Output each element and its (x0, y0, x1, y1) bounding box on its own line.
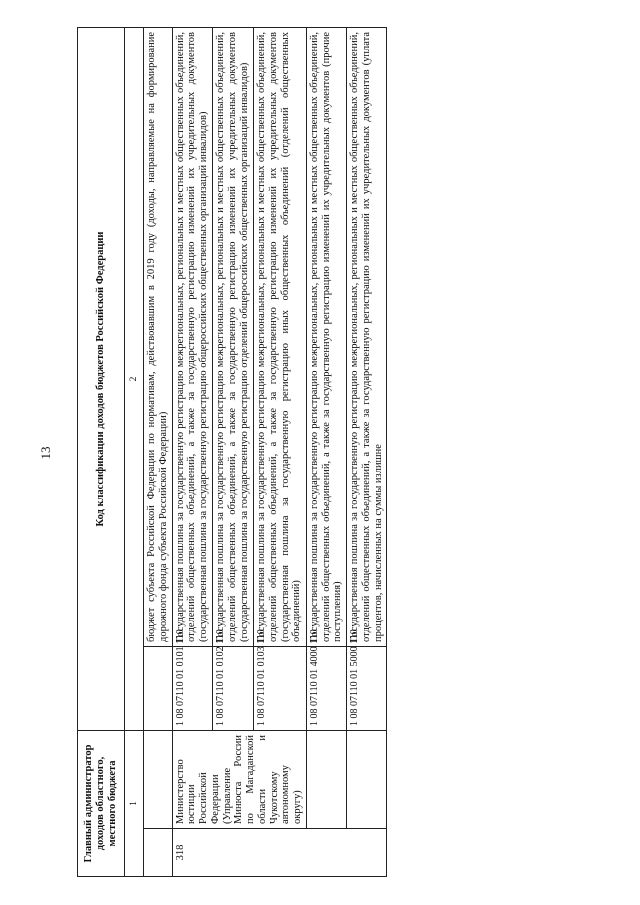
rotated-page (77, 27, 567, 877)
revenue-name-cell: Государственная пошлина за государственную регистрацию межрегиональных, региональных и местных общественных объединений, отделений общественных объединений, а также за государственную регистрацию изменений их учредительных документов (прочие поступления) (306, 28, 346, 647)
kbk-code-cell: 1 08 07110 01 5000 110 (347, 646, 387, 730)
table-row (347, 28, 387, 877)
table-header-row (78, 28, 125, 877)
revenue-name-cell: Государственная пошлина за государственную регистрацию межрегиональных, региональных и местных общественных объединений, отделений общественных объединений, а также за государственную регистрацию изменений их учредительных документов (государственная пошлина за государственную регистрацию иных общественных объединений (отделений общественных объединений) (254, 28, 307, 647)
revenue-name-cell: Государственная пошлина за государственную регистрацию межрегиональных, региональных и местных общественных объединений, отделений общественных объединений, а также за государственную регистрацию изменений их учредительных документов (государственная пошлина за государственную регистрацию общероссийских общественных организаций инвалидов) (172, 28, 213, 647)
revenue-name-cell: бюджет субъекта Российской Федерации по нормативам, действовавшим в 2019 году (доходы, направляемые на формирование дорожного фонда субъекта Российской Федерации) (144, 28, 173, 647)
revenue-name-cell: Государственная пошлина за государственную регистрацию межрегиональных, региональных и местных общественных объединений, отделений общественных объединений, а также за государственную регистрацию изменений их учредительных документов (уплата процентов, начисленных на суммы излишне (347, 28, 387, 647)
column-number-row (125, 28, 144, 877)
revenue-code-table (77, 27, 387, 877)
column-number-2: 2 (125, 28, 144, 731)
admin-code-cell: 318 (172, 829, 387, 877)
admin-code-cell (144, 829, 173, 877)
table-row (172, 28, 213, 877)
header-admin: Главный администратор доходов областного, местного бюджета (78, 730, 125, 876)
table-row (306, 28, 346, 877)
admin-name-cell: Министерство юстиции Российской Федерации (Управление Минюста России по Магаданской области и Чукотскому автономному округу) (172, 730, 306, 828)
kbk-code-cell: 1 08 07110 01 4000 110 (306, 646, 346, 730)
page-number: 13 (38, 446, 53, 460)
kbk-code-cell (144, 646, 173, 730)
header-kbk: Код классификации доходов бюджетов Российской Федерации (78, 28, 125, 731)
admin-name-cell (347, 730, 387, 828)
rotated-table-container (77, 27, 567, 877)
table-row (144, 28, 173, 877)
admin-name-cell (144, 730, 173, 828)
revenue-name-cell: Государственная пошлина за государственную регистрацию межрегиональных, региональных и местных общественных объединений, отделений общественных объединений, а также за государственную регистрацию изменений их учредительных документов (государственная пошлина за государственную регистрацию отделений общероссийских общественных организаций инвалидов) (213, 28, 254, 647)
kbk-code-cell: 1 08 07110 01 0101 110 (172, 646, 213, 730)
kbk-code-cell: 1 08 07110 01 0103 110 (254, 646, 307, 730)
admin-name-cell (306, 730, 346, 828)
kbk-code-cell: 1 08 07110 01 0102 110 (213, 646, 254, 730)
column-number-1: 1 (125, 730, 144, 876)
